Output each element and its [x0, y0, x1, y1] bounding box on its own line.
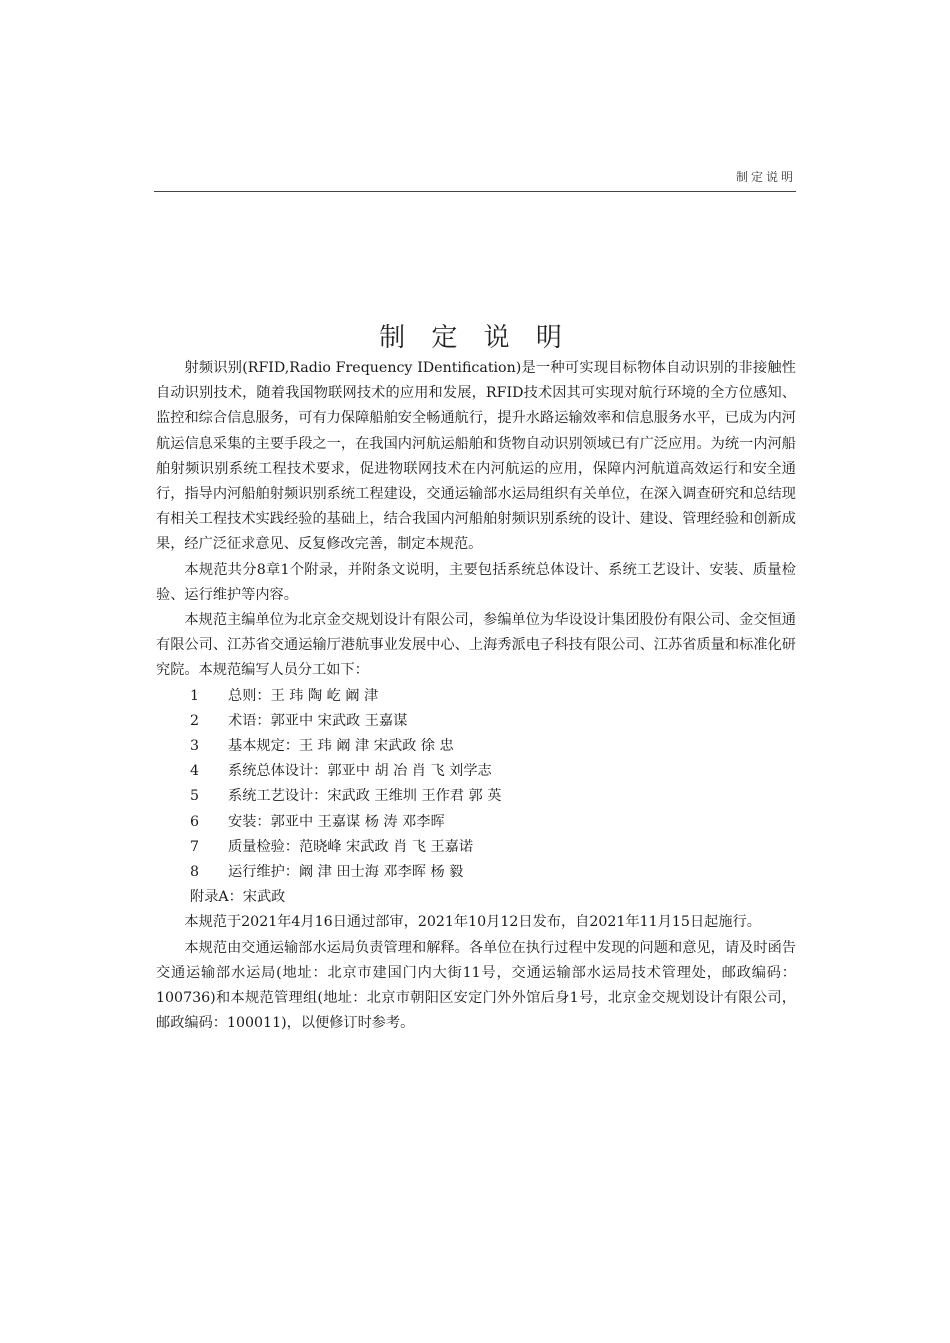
- running-header: 制定说明: [735, 170, 796, 184]
- roster-item: [190, 684, 796, 709]
- roster-number: 8: [190, 864, 200, 881]
- roster-text: 质量检验：范晓峰 宋武政 肖 飞 王嘉诺: [228, 838, 474, 855]
- structure-paragraph: 本规范共分8章1个附录，并附条文说明，主要包括系统总体设计、系统工艺设计、安装、质量检验、运行维护等内容。: [156, 561, 796, 603]
- roster-item: [190, 759, 796, 784]
- roster-item: [190, 734, 796, 759]
- intro-paragraph: 射频识别(RFID,Radio Frequency IDentification)是一种可实现目标物体自动识别的非接触性自动识别技术，随着我国物联网技术的应用和发展，RFID技术因其可实现对航行环境的全方位感知、监控和综合信息服务，可有力保障船舶安全畅通航行，提升水路运输效率和信息服务水平，已成为内河航运信息采集的主要手段之一，在我国内河航运船舶和货物自动识别领域已有广泛应用。为统一内河船舶射频识别系统工程技术要求，促进物联网技术在内河航运的应用，保障内河航道高效运行和安全通行，指导内河船舶射频识别系统工程建设，交通运输部水运局组织有关单位，在深入调查研究和总结现有相关工程技术实践经验的基础上，结合我国内河船舶射频识别系统的设计、建设、管理经验和创新成果，经广泛征求意见、反复修改完善，制定本规范。: [156, 360, 796, 553]
- roster-text: 术语：郭亚中 宋武政 王嘉谋: [228, 712, 408, 729]
- page-title: 制 定 说 明: [379, 323, 571, 354]
- roster-item: [190, 835, 796, 860]
- roster-item: [190, 784, 796, 809]
- roster-number: 1: [190, 687, 200, 704]
- roster-number: 3: [190, 738, 200, 755]
- roster-text: 基本规定：王 玮 阚 津 宋武政 徐 忠: [228, 738, 454, 755]
- roster-appendix: 附录A：宋武政: [190, 889, 286, 906]
- roster-item: [190, 709, 796, 734]
- roster-item: [190, 810, 796, 835]
- editors-paragraph: 本规范主编单位为北京金交规划设计有限公司，参编单位为华设设计集团股份有限公司、金交恒通有限公司、江苏省交通运输厅港航事业发展中心、上海秀派电子科技有限公司、江苏省质量和标准化研究院。本规范编写人员分工如下：: [156, 612, 796, 679]
- roster-text: 系统工艺设计：宋武政 王维圳 王作君 郭 英: [228, 788, 502, 805]
- document-body: [156, 356, 796, 1036]
- roster-number: 2: [190, 712, 200, 729]
- roster-text: 安装：郭亚中 王嘉谋 杨 涛 邓李晖: [228, 813, 445, 830]
- author-roster: [156, 684, 796, 911]
- effective-date-paragraph: 本规范于2021年4月16日通过部审，2021年10月12日发布，自2021年11月15日起施行。: [184, 914, 761, 931]
- roster-text: 系统总体设计：郭亚中 胡 冶 肖 飞 刘学志: [228, 763, 492, 780]
- feedback-paragraph: 本规范由交通运输部水运局负责管理和解释。各单位在执行过程中发现的问题和意见，请及时函告交通运输部水运局(地址：北京市建国门内大街11号，交通运输部水运局技术管理处，邮政编码：100736)和本规范管理组(地址：北京市朝阳区安定门外外馆后身1号，北京金交规划设计有限公司，邮政编码：100011)，以便修订时参考。: [156, 939, 796, 1032]
- roster-text: 运行维护：阚 津 田士海 邓李晖 杨 毅: [228, 864, 464, 881]
- header-rule: [154, 191, 796, 192]
- roster-text: 总则：王 玮 陶 屹 阚 津: [228, 687, 379, 704]
- roster-number: 4: [190, 763, 200, 780]
- roster-number: 7: [190, 838, 200, 855]
- roster-number: 5: [190, 788, 200, 805]
- roster-item: [190, 860, 796, 885]
- roster-number: 6: [190, 813, 200, 830]
